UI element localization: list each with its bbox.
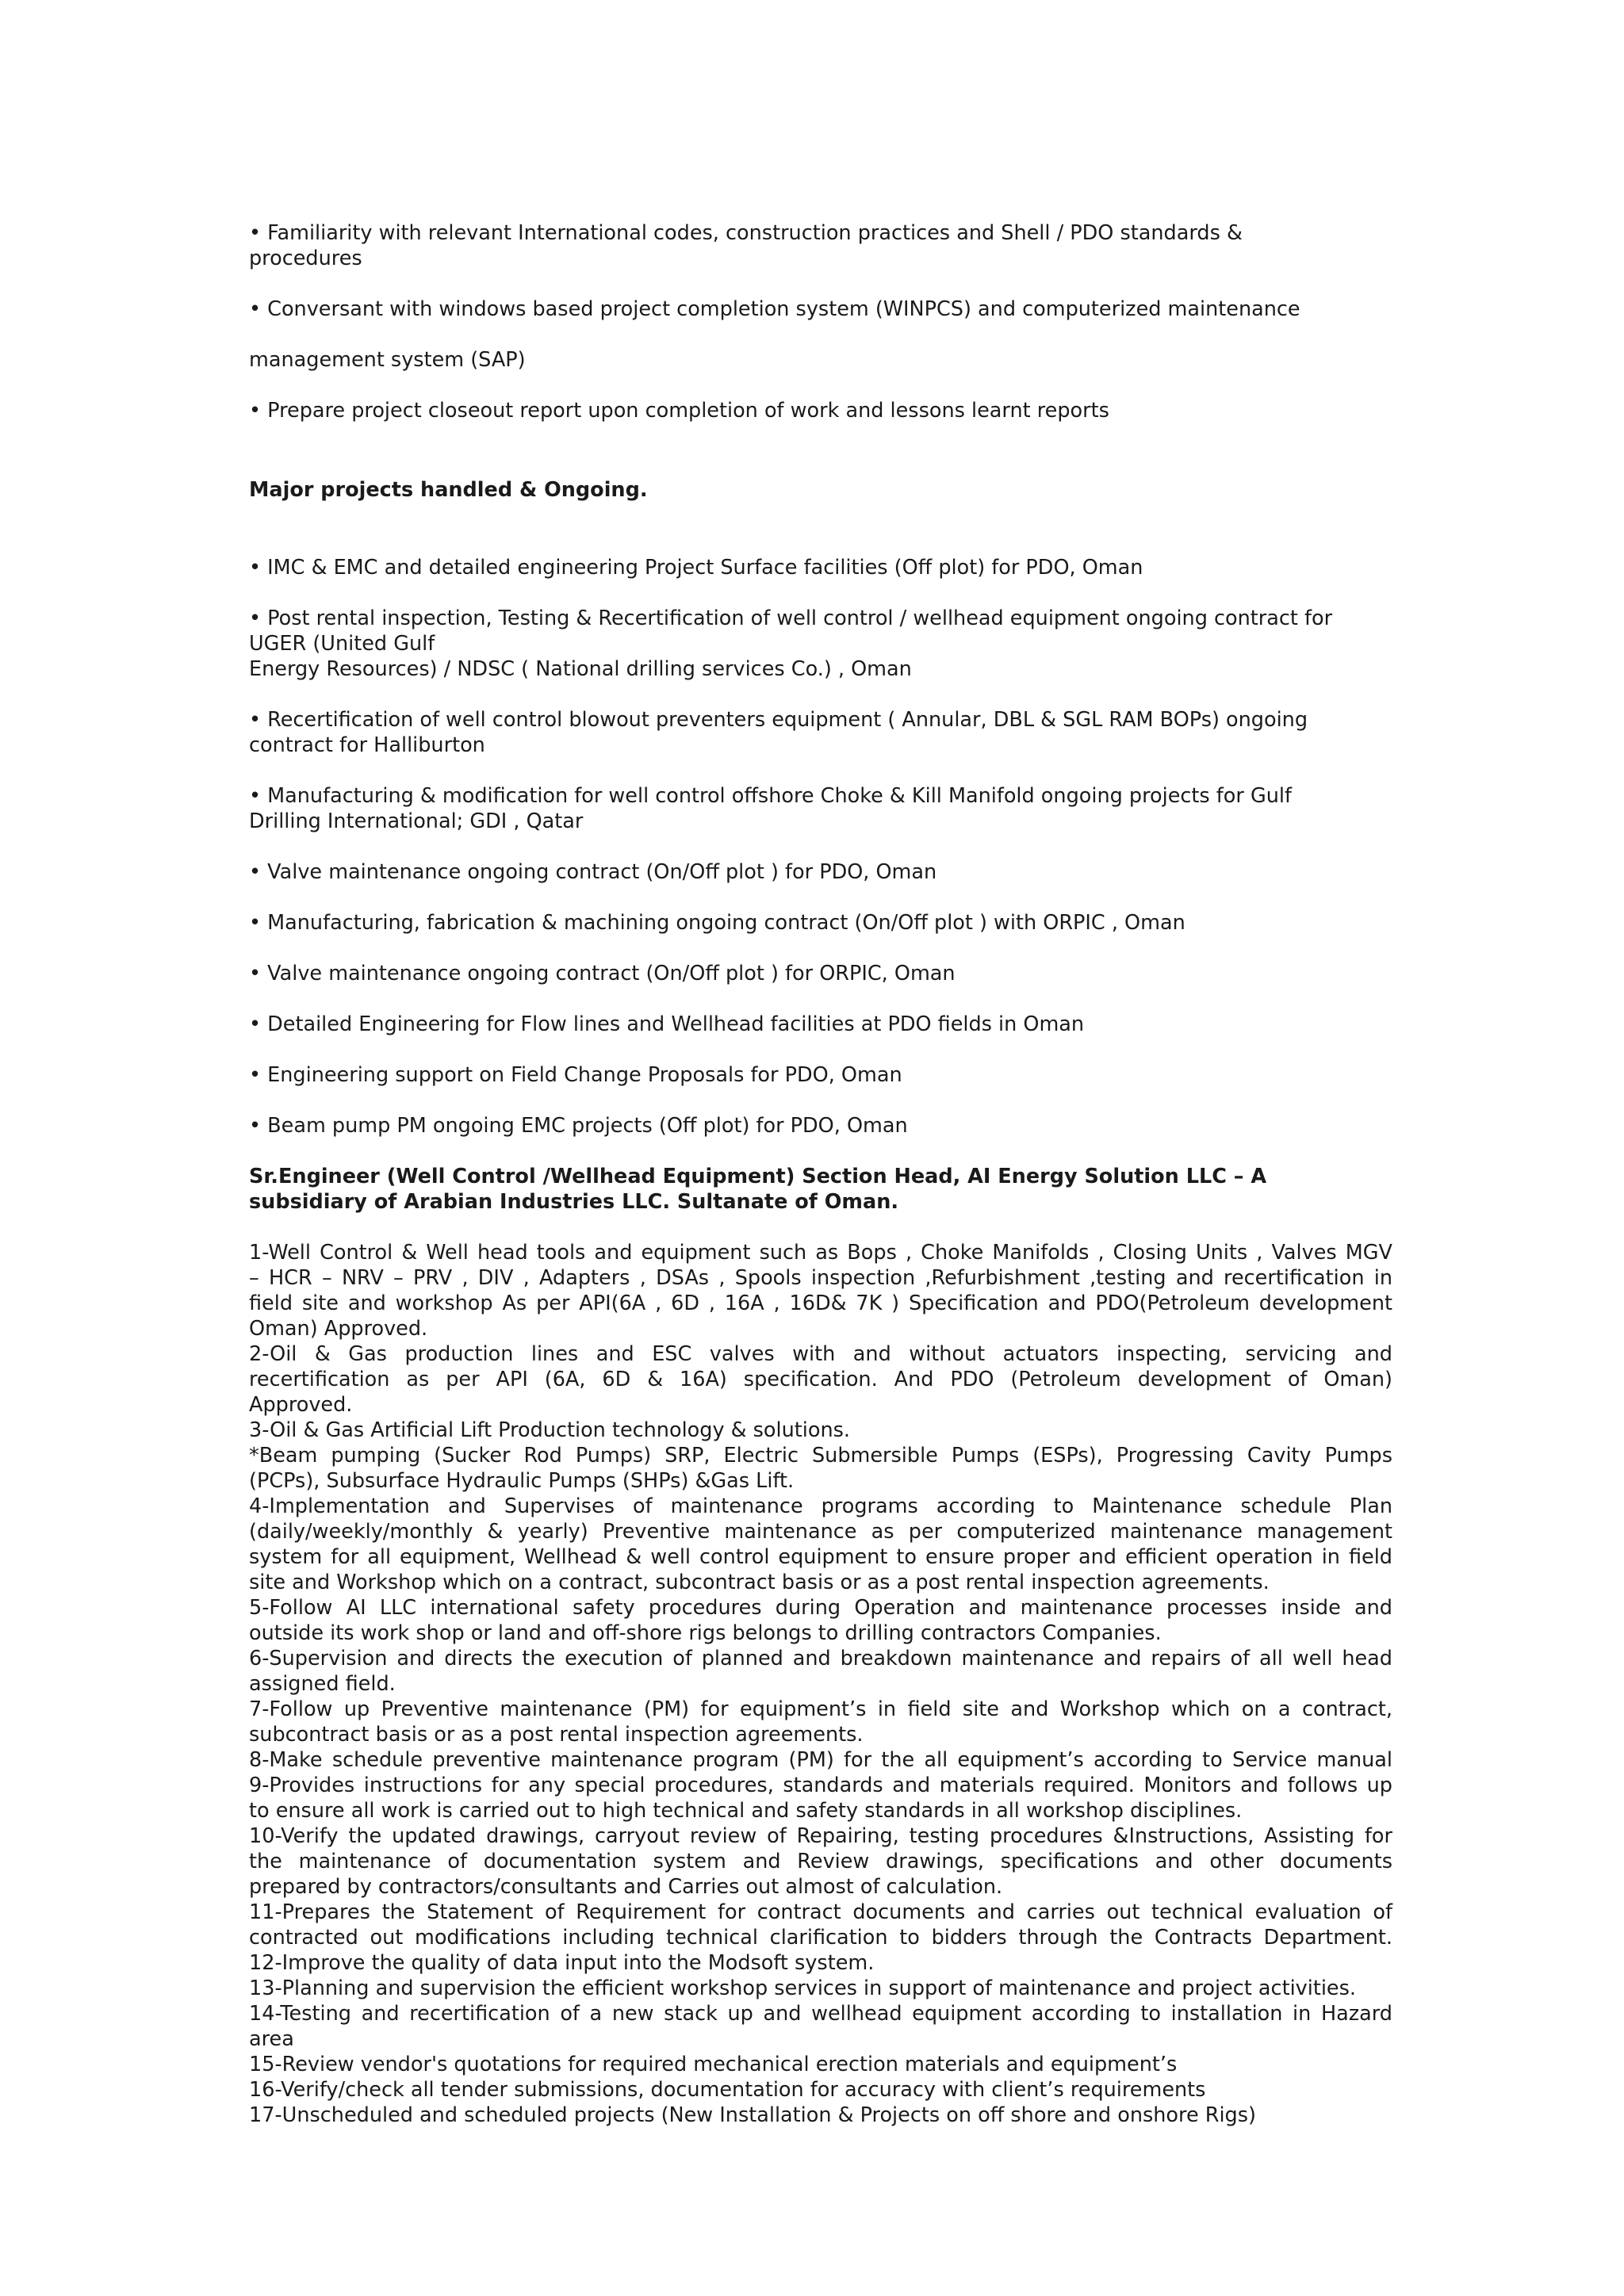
duty-line: 4-Implementation and Supervises of maintenance programs according to Maintenance schedule Plan (249, 1494, 1392, 1518)
project-item: • Manufacturing, fabrication & machining ongoing contract (On/Off plot ) with ORPIC , Oman (249, 911, 1185, 935)
project-item: • Valve maintenance ongoing contract (On/Off plot ) for ORPIC, Oman (249, 962, 956, 985)
duty-line: the maintenance of documentation system and Review drawings, specifications and other documents (249, 1850, 1392, 1873)
section-heading-role: subsidiary of Arabian Industries LLC. Sultanate of Oman. (249, 1190, 899, 1214)
duty-line: Approved. (249, 1393, 353, 1417)
duty-line: (daily/weekly/monthly & yearly) Preventive maintenance as per computerized maintenance management (249, 1520, 1392, 1544)
duty-line: 16-Verify/check all tender submissions, documentation for accuracy with client’s requirements (249, 2078, 1206, 2102)
duty-line: *Beam pumping (Sucker Rod Pumps) SRP, Electric Submersible Pumps (ESPs), Progressing Cavity Pumps (249, 1444, 1392, 1468)
duty-line: outside its work shop or land and off-shore rigs belongs to drilling contractors Companies. (249, 1621, 1162, 1645)
duty-line: Oman) Approved. (249, 1317, 428, 1341)
project-item: contract for Halliburton (249, 733, 485, 757)
duty-line: 2-Oil & Gas production lines and ESC valves with and without actuators inspecting, servicing and (249, 1342, 1392, 1366)
project-item: • Engineering support on Field Change Proposals for PDO, Oman (249, 1063, 902, 1087)
duty-line: prepared by contractors/consultants and Carries out almost of calculation. (249, 1875, 1003, 1899)
bullet-line: • Conversant with windows based project completion system (WINPCS) and computerized maintenance (249, 297, 1300, 321)
project-item: Drilling International; GDI , Qatar (249, 809, 584, 833)
duty-line: – HCR – NRV – PRV , DIV , Adapters , DSAs , Spools inspection ,Refurbishment ,testing and recertification in (249, 1266, 1392, 1290)
duty-line: assigned field. (249, 1672, 396, 1696)
project-item: Energy Resources) / NDSC ( National drilling services Co.) , Oman (249, 657, 912, 681)
duty-line: 9-Provides instructions for any special procedures, standards and materials required. Monitors and follows up (249, 1774, 1392, 1797)
duty-line: 8-Make schedule preventive maintenance program (PM) for the all equipment’s according to Service manual (249, 1748, 1392, 1772)
project-item: • Beam pump PM ongoing EMC projects (Off plot) for PDO, Oman (249, 1114, 908, 1138)
duty-line: contracted out modifications including technical clarification to bidders through the Contracts Department. (249, 1926, 1392, 1950)
duty-line: area (249, 2027, 294, 2051)
duty-line: 15-Review vendor's quotations for required mechanical erection materials and equipment’s (249, 2053, 1178, 2076)
projects-list (249, 555, 1392, 1138)
project-item: • Valve maintenance ongoing contract (On/Off plot ) for PDO, Oman (249, 860, 937, 884)
bullet-line: procedures (249, 247, 362, 270)
duty-line: site and Workshop which on a contract, subcontract basis or as a post rental inspection agreements. (249, 1571, 1270, 1594)
duty-line: 7-Follow up Preventive maintenance (PM) for equipment’s in field site and Workshop which on a contract, (249, 1697, 1392, 1721)
duty-line: system for all equipment, Wellhead & well control equipment to ensure proper and efficient operation in field (249, 1545, 1392, 1569)
duty-line: 3-Oil & Gas Artificial Lift Production technology & solutions. (249, 1418, 851, 1442)
duties-list (249, 1240, 1392, 2128)
section-heading-role: Sr.Engineer (Well Control /Wellhead Equipment) Section Head, AI Energy Solution LLC – A (249, 1165, 1267, 1188)
project-item: • Recertification of well control blowout preventers equipment ( Annular, DBL & SGL RAM BOPs) ongoing (249, 708, 1308, 732)
project-item: • IMC & EMC and detailed engineering Project Surface facilities (Off plot) for PDO, Oman (249, 556, 1143, 580)
bullet-line: • Familiarity with relevant International codes, construction practices and Shell / PDO standards & (249, 221, 1243, 245)
duty-line: (PCPs), Subsurface Hydraulic Pumps (SHPs) &Gas Lift. (249, 1469, 795, 1493)
duty-line: field site and workshop As per API(6A , 6D , 16A , 16D& 7K ) Specification and PDO(Petroleum development (249, 1292, 1392, 1315)
section-heading-projects: Major projects handled & Ongoing. (249, 478, 648, 502)
duty-line: 5-Follow AI LLC international safety procedures during Operation and maintenance processes inside and (249, 1596, 1392, 1620)
project-item: • Detailed Engineering for Flow lines and Wellhead facilities at PDO fields in Oman (249, 1012, 1085, 1036)
duty-line: 17-Unscheduled and scheduled projects (New Installation & Projects on off shore and onshore Rigs) (249, 2103, 1256, 2127)
duty-line: 12-Improve the quality of data input into the Modsoft system. (249, 1951, 875, 1975)
duty-line: 6-Supervision and directs the execution of planned and breakdown maintenance and repairs of all well head (249, 1647, 1392, 1670)
document-body (249, 220, 1392, 2128)
duty-line: 14-Testing and recertification of a new stack up and wellhead equipment according to installation in Hazard (249, 2002, 1392, 2026)
duty-line: to ensure all work is carried out to high technical and safety standards in all workshop disciplines. (249, 1799, 1243, 1823)
duty-line: subcontract basis or as a post rental inspection agreements. (249, 1723, 864, 1747)
duty-line: recertification as per API (6A, 6D & 16A) specification. And PDO (Petroleum development of Oman) (249, 1368, 1392, 1391)
project-item: • Manufacturing & modification for well control offshore Choke & Kill Manifold ongoing projects for Gulf (249, 784, 1292, 808)
bullet-line: • Prepare project closeout report upon completion of work and lessons learnt reports (249, 399, 1109, 423)
project-item: • Post rental inspection, Testing & Recertification of well control / wellhead equipment ongoing contract for (249, 607, 1333, 630)
top-bullet-list (249, 220, 1392, 423)
bullet-line: management system (SAP) (249, 348, 526, 372)
duty-line: 11-Prepares the Statement of Requirement for contract documents and carries out technical evaluation of (249, 1900, 1392, 1924)
project-item: UGER (United Gulf (249, 632, 435, 656)
duty-line: 13-Planning and supervision the efficient workshop services in support of maintenance and project activities. (249, 1976, 1357, 2000)
duty-line: 1-Well Control & Well head tools and equipment such as Bops , Choke Manifolds , Closing Units , Valves MGV (249, 1241, 1392, 1265)
duty-line: 10-Verify the updated drawings, carryout review of Repairing, testing procedures &Instructions, Assisting for (249, 1824, 1392, 1848)
